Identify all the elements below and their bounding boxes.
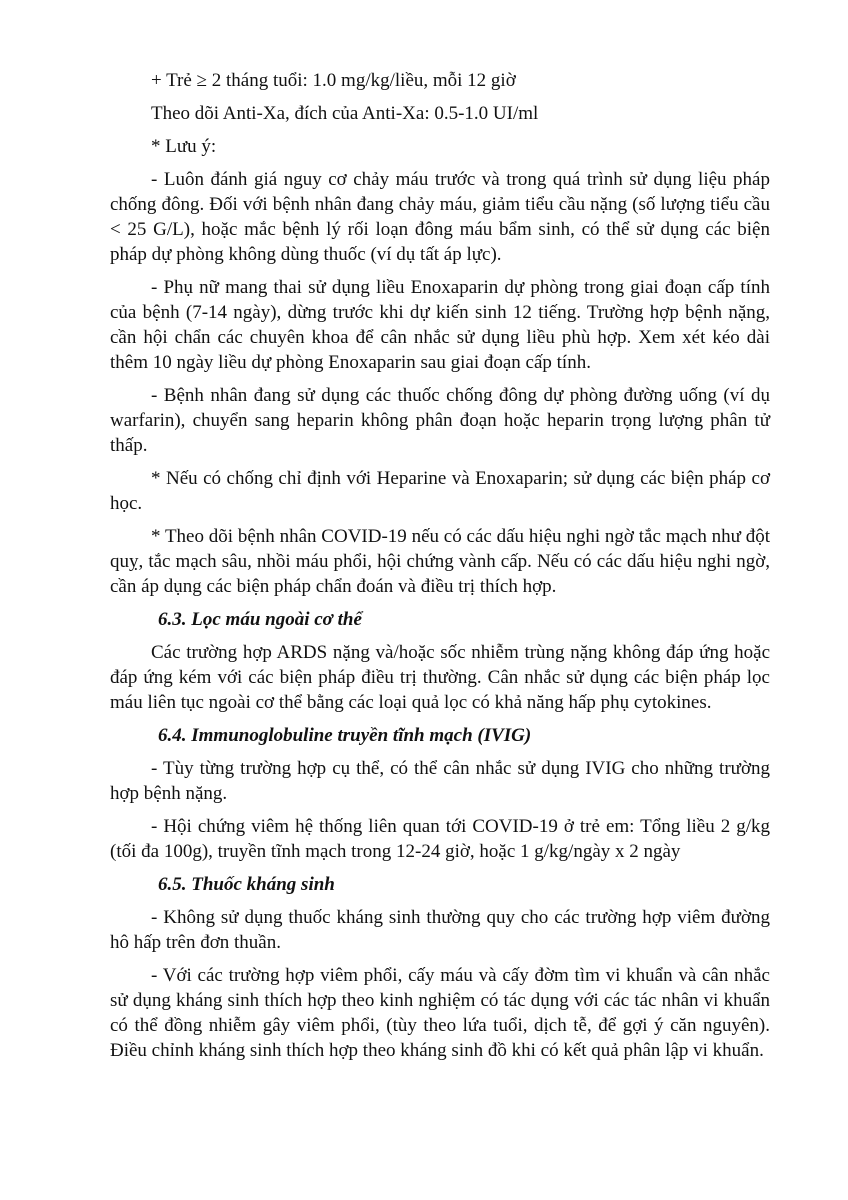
dosage-line-infant: + Trẻ ≥ 2 tháng tuổi: 1.0 mg/kg/liều, mỗi 12 giờ [151,70,516,91]
anti-xa-monitoring-line: Theo dõi Anti-Xa, đích của Anti-Xa: 0.5-1.0 UI/ml [151,103,539,124]
bleeding-risk-paragraph: - Luôn đánh giá nguy cơ chảy máu trước và trong quá trình sử dụng liệu pháp chống đông. Đối với bệnh nhân đang chảy máu, giảm tiểu cầu nặng (số lượng tiểu cầu < 25 G/L), hoặc mắc bệnh lý rối loạn đông máu bẩm sinh, có thể sử dụng các biện pháp dự phòng không dùng thuốc (ví dụ tất áp lực). [110,169,770,265]
section-heading-6-4: 6.4. Immunoglobuline truyền tĩnh mạch (IVIG) [158,725,532,746]
antibiotic-routine-paragraph: - Không sử dụng thuốc kháng sinh thường quy cho các trường hợp viêm đường hô hấp trên đơn thuần. [110,907,770,953]
ivig-children-paragraph: - Hội chứng viêm hệ thống liên quan tới COVID-19 ở trẻ em: Tổng liều 2 g/kg (tối đa 100g), truyền tĩnh mạch trong 12-24 giờ, hoặc 1 g/kg/ngày x 2 ngày [110,816,770,862]
monitoring-paragraph: * Theo dõi bệnh nhân COVID-19 nếu có các dấu hiệu nghi ngờ tắc mạch như đột quỵ, tắc mạch sâu, nhồi máu phổi, hội chứng vành cấp. Nếu có các dấu hiệu nghi ngờ, cần áp dụng các biện pháp chẩn đoán và điều trị thích hợp. [110,526,770,597]
oral-anticoagulant-paragraph: - Bệnh nhân đang sử dụng các thuốc chống đông dự phòng đường uống (ví dụ warfarin), chuyển sang heparin không phân đoạn hoặc heparin trọng lượng phân tử thấp. [110,385,770,456]
ivig-severe-paragraph: - Tùy từng trường hợp cụ thể, có thể cân nhắc sử dụng IVIG cho những trường hợp bệnh nặng. [110,758,770,804]
blood-filtration-paragraph: Các trường hợp ARDS nặng và/hoặc sốc nhiễm trùng nặng không đáp ứng hoặc đáp ứng kém với các biện pháp điều trị thường. Cân nhắc sử dụng các biện pháp lọc máu liên tục ngoài cơ thể bằng các loại quả lọc có khả năng hấp phụ cytokines. [110,642,770,713]
contraindication-paragraph: * Nếu có chống chỉ định với Heparine và Enoxaparin; sử dụng các biện pháp cơ học. [110,468,770,514]
antibiotic-pneumonia-paragraph: - Với các trường hợp viêm phổi, cấy máu và cấy đờm tìm vi khuẩn và cân nhắc sử dụng kháng sinh thích hợp theo kinh nghiệm có tác dụng với các tác nhân vi khuẩn có thể đồng nhiễm gây viêm phổi, (tùy theo lứa tuổi, dịch tễ, để gợi ý căn nguyên). Điều chỉnh kháng sinh thích hợp theo kháng sinh đồ khi có kết quả phân lập vi khuẩn. [110,965,770,1061]
note-label: * Lưu ý: [151,136,217,157]
pregnancy-paragraph: - Phụ nữ mang thai sử dụng liều Enoxaparin dự phòng trong giai đoạn cấp tính của bệnh (7-14 ngày), dừng trước khi dự kiến sinh 12 tiếng. Trường hợp bệnh nặng, cần hội chẩn các chuyên khoa để cân nhắc sử dụng liều phù hợp. Xem xét kéo dài thêm 10 ngày liều dự phòng Enoxaparin sau giai đoạn cấp tính. [110,277,770,373]
document-page [110,68,770,1071]
section-heading-6-5: 6.5. Thuốc kháng sinh [158,874,335,895]
section-heading-6-3: 6.3. Lọc máu ngoài cơ thể [158,609,362,630]
